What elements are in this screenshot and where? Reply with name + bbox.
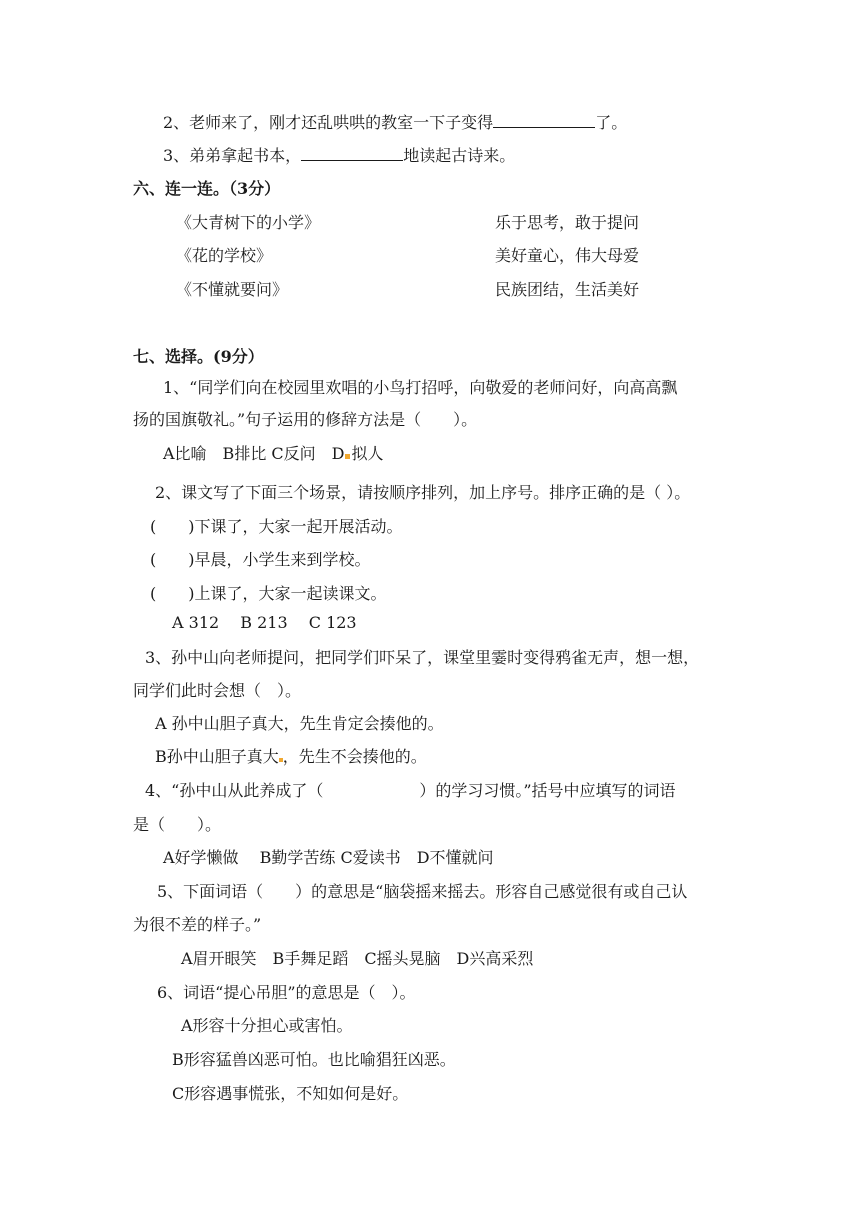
choice-question-6-option-a: A形容十分担心或害怕。 xyxy=(181,1016,353,1035)
question-text: 地读起古诗来。 xyxy=(403,146,516,165)
choice-question-3-line-1: 3、孙中山向老师提问，把同学们吓呆了，课堂里霎时变得鸦雀无声，想一想， xyxy=(145,648,700,667)
match-left-item[interactable]: 《花的学校》 xyxy=(176,246,273,265)
option-text: 拟人 xyxy=(351,444,384,463)
match-right-item[interactable]: 美好童心，伟大母爱 xyxy=(495,246,640,265)
match-left-item[interactable]: 《不懂就要问》 xyxy=(176,280,289,299)
question-text: 2、老师来了，刚才还乱哄哄的教室一下子变得 xyxy=(163,113,494,132)
choice-question-6-option-c: C形容遇事慌张，不知如何是好。 xyxy=(172,1084,409,1103)
sequence-item[interactable]: ( )早晨，小学生来到学校。 xyxy=(150,550,371,569)
choice-question-4-line-2: 是（ ）。 xyxy=(133,815,222,834)
choice-question-4-line-1: 4、“孙中山从此养成了（ ）的学习习惯。”括号中应填写的词语 xyxy=(145,781,676,800)
choice-question-1-line-1: 1、“同学们向在校园里欢唱的小鸟打招呼，向敬爱的老师问好，向高高飘 xyxy=(163,378,678,397)
choice-question-4-options: A好学懒做 B勤学苦练 C爱读书 D不懂就问 xyxy=(163,848,494,867)
answer-blank[interactable] xyxy=(301,146,403,161)
choice-question-5-options: A眉开眼笑 B手舞足蹈 C摇头晃脑 D兴高采烈 xyxy=(181,949,534,968)
choice-question-3-line-2: 同学们此时会想（ ）。 xyxy=(133,681,302,700)
choice-question-6-option-b: B形容猛兽凶恶可怕。也比喻猖狂凶恶。 xyxy=(172,1050,456,1069)
choice-question-2-line-1: 2、课文写了下面三个场景，请按顺序排列，加上序号。排序正确的是（ ）。 xyxy=(155,483,691,502)
highlight-mark-icon xyxy=(345,454,350,459)
choice-question-2-options: A 312 B 213 C 123 xyxy=(172,613,357,632)
section-6-heading: 六、连一连。（3分） xyxy=(133,179,281,198)
match-right-item[interactable]: 民族团结，生活美好 xyxy=(495,280,640,299)
fill-question-3 xyxy=(163,145,515,167)
sequence-item[interactable]: ( )上课了，大家一起读课文。 xyxy=(150,584,387,603)
answer-blank[interactable] xyxy=(493,113,595,128)
fill-question-2 xyxy=(163,112,627,134)
option-text: B孙中山胆子真大 xyxy=(155,747,279,766)
choice-question-5-line-1: 5、下面词语（ ）的意思是“脑袋摇来摇去。形容自己感觉很有或自己认 xyxy=(157,882,688,901)
choice-question-3-option-a: A 孙中山胆子真大，先生肯定会揍他的。 xyxy=(155,714,444,733)
choice-question-6-line-1: 6、词语“提心吊胆”的意思是（ ）。 xyxy=(157,983,416,1002)
section-7-heading: 七、选择。(9分） xyxy=(133,347,264,366)
choice-question-3-option-b xyxy=(155,746,427,768)
question-text: 了。 xyxy=(595,113,628,132)
match-left-item[interactable]: 《大青树下的小学》 xyxy=(176,213,321,232)
question-text: 3、弟弟拿起书本， xyxy=(163,146,302,165)
option-text: A比喻 B排比 C反问 D xyxy=(163,444,345,463)
choice-question-1-line-2: 扬的国旗敬礼。”句子运用的修辞方法是（ ）。 xyxy=(133,410,478,429)
sequence-item[interactable]: ( )下课了，大家一起开展活动。 xyxy=(150,517,403,536)
choice-question-1-options xyxy=(163,443,384,465)
option-text: ，先生不会揍他的。 xyxy=(282,747,427,766)
match-right-item[interactable]: 乐于思考，敢于提问 xyxy=(495,213,640,232)
choice-question-5-line-2: 为很不差的样子。” xyxy=(133,915,262,934)
